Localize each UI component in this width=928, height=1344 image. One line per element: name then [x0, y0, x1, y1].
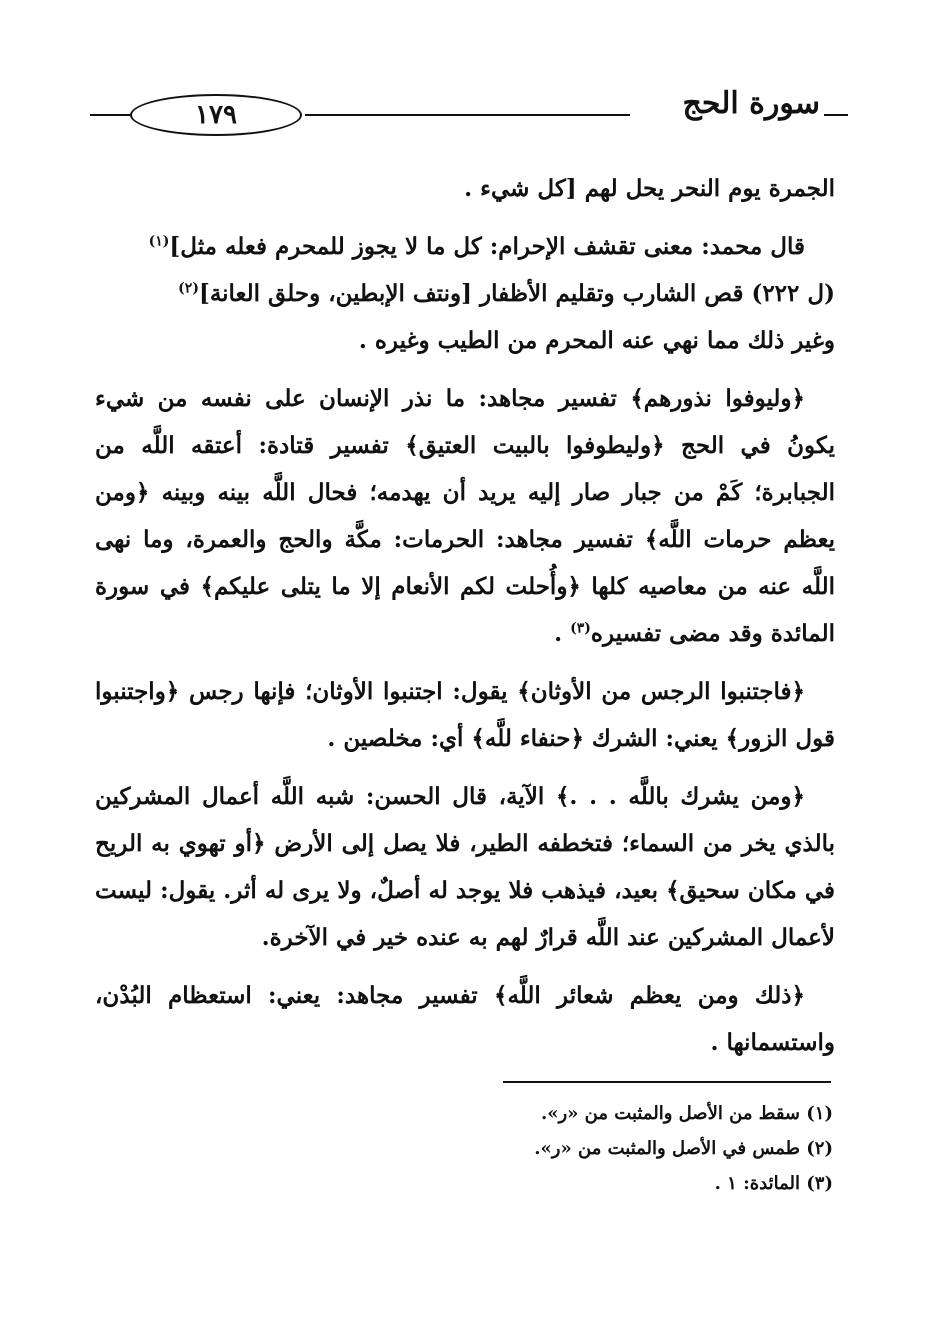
text-line: ﴿فاجتنبوا الرجس من الأوثان﴾ يقول: اجتنبوا الأوثان؛ فإنها رجس ﴿واجتنبوا قول الزور﴾ يعني: الشرك ﴿حنفاء للَّه﴾ أي: مخلصين . [95, 678, 835, 752]
text-line: ﴿وليوفوا نذورهم﴾ تفسير مجاهد: ما نذر الإنسان على نفسه من شيء يكونُ في الحج ﴿وليطوفوا بالبيت العتيق﴾ تفسير قتادة: أعتقه اللَّه من الجبابرة؛ كَمْ من جبار صار إليه يريد أن يهدمه؛ فحال اللَّه بينه وبينه ﴿ومن يعظم حرمات اللَّه﴾ تفسير مجاهد: الحرمات: مكَّة والحج والعمرة، وما نهى اللَّه عنه من معاصيه كلها ﴿وأُحلت لكم الأنعام إلا ما يتلى عليكم﴾ في سورة المائدة وقد مضى تفسيره [95, 385, 835, 647]
header-rule-left [90, 114, 132, 116]
text-line: قال محمد: معنى تقشف الإحرام: كل ما لا يجوز للمحرم فعله مثل] [169, 233, 805, 260]
header-rule-right [824, 114, 848, 116]
text-line: وغير ذلك مما نهي عنه المحرم من الطيب وغيره . [358, 327, 835, 354]
paragraph [95, 773, 835, 961]
paragraph [95, 375, 835, 657]
text-line: . [554, 620, 571, 647]
footnote-1: (١) سقط من الأصل والمثبت من «ر». [540, 1103, 833, 1124]
text-line: ﴿ذلك ومن يعظم شعائر اللَّه﴾ تفسير مجاهد: يعني: استعظام البُدْن، واستسمانها . [95, 982, 835, 1056]
footnote-2: (٢) طمس في الأصل والمثبت من «ر». [534, 1138, 833, 1159]
text-line: الجمرة يوم النحر يحل لهم [كل شيء . [464, 175, 835, 202]
page-header [90, 82, 840, 142]
page-number: ١٧٩ [130, 94, 302, 136]
footnote-ref-3: (٣) [570, 620, 591, 637]
footnote-separator [503, 1081, 831, 1083]
header-rule-middle [305, 114, 630, 116]
paragraph [95, 223, 835, 364]
paragraph [95, 972, 835, 1066]
paragraph [95, 668, 835, 762]
paragraph [95, 165, 835, 212]
footnote-ref-1: (١) [148, 233, 170, 250]
footnotes [333, 1096, 833, 1201]
footnote-ref-2: (٢) [178, 280, 199, 297]
footnote-3: (٣) المائدة: ١ . [714, 1173, 833, 1194]
text-line: (ل ٢٢٢) قص الشارب وتقليم الأظفار [ونتف الإبطين، وحلق العانة] [198, 280, 835, 307]
main-text [95, 165, 835, 1066]
text-line: ﴿ومن يشرك باللَّه . . .﴾ الآية، قال الحسن: شبه اللَّه أعمال المشركين بالذي يخر من السماء؛ فتخطفه الطير، فلا يصل إلى الأرض ﴿أو تهوي به الريح في مكان سحيق﴾ بعيد، فيذهب فلا يوجد له أصلٌ، ولا يرى له أثر. يقول: ليست لأعمال المشركين عند اللَّه قرارٌ لهم به عنده خير في الآخرة. [95, 783, 835, 951]
surah-title: سورة الحج [682, 86, 820, 121]
